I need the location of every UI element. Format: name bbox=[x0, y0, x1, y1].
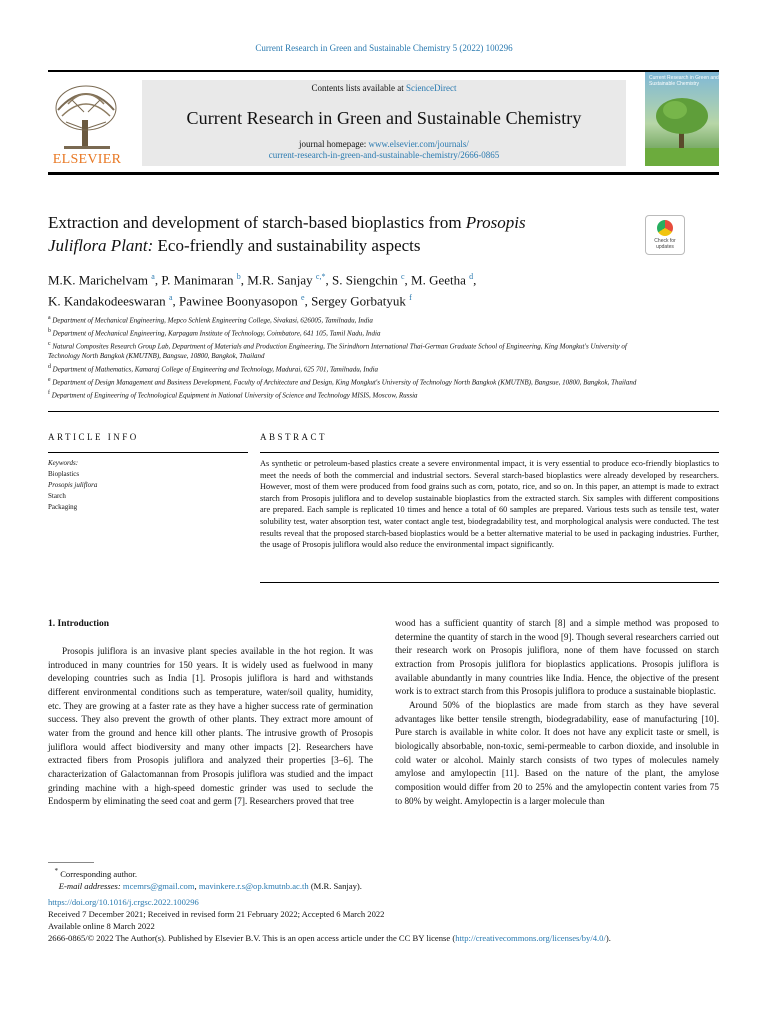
affil-text: Department of Engineering of Technological Equipment in National University of Science and Technology MISIS, Moscow, Russia bbox=[51, 390, 418, 399]
abstract-text: As synthetic or petroleum-based plastics create a severe environmental impact, it is very essential to produce eco-friendly bioplastics to meet the needs of both the commercial and industrial sectors. Several starch-based bioplastics were already developed by researchers. However, most of them were produced from food grains such as corn, potato, rice, and so on. In this paper, an attempt is made to extract starch from Prosopis juliflora and to develop sustainable bioplastics from the extracted starch. Six samples with different compositions are prepared. Each sample is replicated 10 times and hence a total of 60 samples are prepared. Various tests such as tensile test, water solubility test, water absorption test, water contact angle test, biodegradability test, and morphological analysis were conducted. The test results reveal that the proposed starch-based bioplastics would be a better alternative material to be used in packaging industries. Further, the usage of Prosopis juliflora would also reduce the environmental impact significantly. bbox=[260, 459, 719, 550]
email-suffix: (M.R. Sanjay). bbox=[310, 880, 362, 891]
author[interactable]: K. Kandakodeeswaran bbox=[48, 293, 166, 309]
affil-marker: d bbox=[48, 363, 51, 370]
check-for-updates-badge[interactable] bbox=[645, 215, 685, 255]
author[interactable]: Sergey Gorbatyuk bbox=[311, 293, 406, 309]
title-italic1: Prosopis bbox=[465, 213, 526, 232]
keyword: Bioplastics bbox=[48, 470, 80, 478]
tree-icon bbox=[48, 82, 126, 152]
author-affil-link[interactable]: a bbox=[168, 293, 173, 303]
author-affil-link[interactable]: f bbox=[409, 293, 412, 303]
doi-line bbox=[48, 896, 728, 908]
license-prefix: 2666-0865/© 2022 The Author(s). Published by Elsevier B.V. This is an open access article under the CC BY license ( bbox=[48, 932, 456, 943]
author-list: M.K. Marichelvam $^a$, P. Manimaran $^b$, M.R. Sanjay $^{c,*}$, S. Siengchin $^c$, M. Geetha $^d$, K. Kandakodeeswaran $^a$, Pawinee Boonyasopon $^e$, Sergey Gorbatyuk $^f$ bbox=[48, 272, 477, 309]
title-part2: Eco-friendly and sustainability aspects bbox=[153, 236, 421, 255]
left-column bbox=[48, 645, 373, 809]
author[interactable]: P. Manimaran bbox=[161, 272, 234, 288]
intro-paragraph: wood has a sufficient quantity of starch [8] and a simple method was proposed to determine the quantity of starch in the wood [9]. Though several researchers carried out their research work on Prosopis juliflora, none of them have focussed on starch extraction from Prosopis juliflora for bioplastics applications. Prosopis juliflora is available abundantly in many countries like India. Hence, the objective of the present work is to extract starch from this Prosopis juliflora to produce a sustainable bioplastic. bbox=[395, 618, 719, 697]
author-affil-link[interactable]: c bbox=[400, 272, 405, 281]
check-updates-label: Check for updates bbox=[654, 238, 676, 250]
affil-marker: a bbox=[48, 315, 51, 321]
homepage-label: journal homepage: bbox=[299, 139, 369, 149]
divider bbox=[48, 411, 719, 412]
affil-marker: c bbox=[48, 340, 51, 347]
affiliation bbox=[48, 326, 648, 339]
author[interactable]: S. Siengchin bbox=[331, 272, 398, 288]
divider bbox=[260, 582, 719, 583]
article-title bbox=[48, 211, 608, 257]
author-affil-link[interactable]: c,* bbox=[315, 272, 326, 281]
title-italic2: Juliflora Plant: bbox=[48, 236, 154, 255]
divider bbox=[260, 452, 719, 453]
online-line: Available online 8 March 2022 bbox=[48, 920, 155, 931]
author-affil-link[interactable]: d bbox=[469, 272, 474, 281]
journal-banner bbox=[142, 80, 626, 166]
homepage-link-1[interactable]: www.elsevier.com/journals/ bbox=[368, 139, 469, 149]
author[interactable]: M. Geetha bbox=[411, 272, 466, 288]
affil-marker: b bbox=[48, 327, 51, 334]
affiliation bbox=[48, 339, 648, 362]
affil-marker: e bbox=[48, 376, 51, 383]
email-link[interactable]: mcemrs@gmail.com bbox=[122, 880, 195, 891]
email-link[interactable]: mavinkere.r.s@op.kmutnb.ac.th bbox=[198, 880, 309, 891]
license-link[interactable]: http://creativecommons.org/licenses/by/4.0/ bbox=[455, 932, 606, 943]
keyword: Prosopis juliflora bbox=[48, 481, 98, 489]
sciencedirect-link[interactable]: ScienceDirect bbox=[406, 83, 457, 93]
affil-text: Natural Composites Research Group Lab, Department of Materials and Production Engineering, The Sirindhorn International Thai-German Graduate School of Engineering, King Mongkut's University of Technology North Bangkok (KMUTNB), Bangsue, 10800, Bangkok, Thailand bbox=[48, 341, 627, 361]
license-suffix: ). bbox=[605, 932, 611, 943]
title-part1: Extraction and development of starch-based bioplastics from bbox=[48, 213, 466, 232]
corresponding-text: Corresponding author. bbox=[60, 868, 138, 879]
cover-title: Current Research in Green and Sustainable Chemistry bbox=[649, 75, 719, 87]
journal-header bbox=[48, 70, 719, 168]
author-affil-link[interactable]: a bbox=[151, 272, 155, 281]
header-rule bbox=[48, 172, 719, 175]
affil-text: Department of Design Management and Business Development, Faculty of Architecture and Design, King Mongkut's University of Technology North Bangkok (KMUTNB), Bangsue, 10800, Bangkok, Thailand bbox=[52, 378, 637, 387]
right-column bbox=[395, 617, 719, 808]
footnote-email: E-mail addresses: mcemrs@gmail.com, mavinkere.r.s@op.kmutnb.ac.th (M.R. Sanjay). bbox=[58, 880, 362, 891]
keyword: Starch bbox=[48, 492, 66, 500]
author[interactable]: M.K. Marichelvam bbox=[48, 272, 149, 288]
affiliation bbox=[48, 375, 648, 388]
footnotes bbox=[48, 865, 728, 944]
affiliation bbox=[48, 388, 648, 401]
journal-homepage bbox=[142, 139, 626, 161]
contents-line bbox=[142, 83, 626, 93]
keywords-label: Keywords: bbox=[48, 459, 79, 467]
article-info-heading: ARTICLE INFO bbox=[48, 432, 139, 442]
doi-link[interactable]: https://doi.org/10.1016/j.crgsc.2022.100296 bbox=[48, 896, 199, 907]
author-affil-link[interactable]: e bbox=[301, 293, 305, 303]
affil-text: Department of Mechanical Engineering, Mepco Schlenk Engineering College, Sivakasi, 626005, Tamilnadu, India bbox=[52, 316, 373, 325]
license-line bbox=[48, 932, 728, 944]
elsevier-logo[interactable] bbox=[48, 82, 126, 168]
affil-text: Department of Mechanical Engineering, Karpagam Institute of Technology, Coimbatore, 641 105, Tamil Nadu, India bbox=[52, 329, 381, 338]
divider bbox=[48, 452, 248, 453]
footnote-divider bbox=[48, 862, 94, 863]
footnote-corresponding: * Corresponding author. bbox=[54, 867, 138, 879]
crossmark-icon bbox=[657, 220, 673, 236]
author[interactable]: M.R. Sanjay bbox=[247, 272, 313, 288]
keyword: Packaging bbox=[48, 503, 78, 511]
contents-prefix: Contents lists available at bbox=[311, 83, 406, 93]
keywords-block bbox=[48, 458, 97, 513]
abstract-heading: ABSTRACT bbox=[260, 432, 328, 442]
affiliations bbox=[48, 313, 648, 400]
elsevier-wordmark: ELSEVIER bbox=[52, 152, 122, 167]
affiliation bbox=[48, 313, 648, 326]
intro-paragraph: Prosopis juliflora is an invasive plant species available in the hot region. It was introduced in many countries for 150 years. It is widely used as fuelwood in many developing countries such as India [1]. Prosopis juliflora is hard and withstands different environmental conditions such as temperature, water/soil quality, humidity, etc. They are growing at a faster rate as they have a higher success rate of germination success. They also prevent the growth of other plants. They extract more amount of water from the ground and hence kill other plants. The intrusive growth of Prosopis juliflora would affect biodiversity and many other impacts [2]. Researchers have extracted fibers from Prosopis juliflora and analyzed their properties [3–6]. The characterization of Galactomannan from Prosopis juliflora was studied and the impact grinding machine with a high-speed domestic grinder was used to seclude the Endosperm by eliminating the seed coat and germ [7]. Researchers proved that tree bbox=[48, 646, 373, 807]
received-line: Received 7 December 2021; Received in revised form 21 February 2022; Accepted 6 March 2022 bbox=[48, 908, 385, 919]
journal-cover-image[interactable] bbox=[645, 72, 719, 166]
homepage-link-2[interactable]: current-research-in-green-and-sustainable-chemistry/2666-0865 bbox=[268, 150, 500, 160]
affil-marker: f bbox=[48, 389, 50, 396]
author[interactable]: Pawinee Boonyasopon bbox=[179, 293, 298, 309]
affiliation bbox=[48, 362, 648, 375]
author-affil-link[interactable]: b bbox=[236, 272, 241, 281]
section-heading-introduction: 1. Introduction bbox=[48, 619, 110, 629]
journal-title: Current Research in Green and Sustainable Chemistry bbox=[186, 108, 582, 128]
cover-tree-icon bbox=[645, 72, 719, 166]
affil-text: Department of Mathematics, Kamaraj College of Engineering and Technology, Madurai, 625 701, Tamilnadu, India bbox=[52, 365, 379, 374]
email-label: E-mail addresses: bbox=[58, 880, 121, 891]
intro-paragraph: Around 50% of the bioplastics are made from starch as they have several advantages like better tensile strength, biodegradability, ease of manufacturing [10]. Pure starch is available in white color. It does not have any explicit taste or smell, is biologically absorbable, non-toxic, semi-permeable to carbon dioxide, and insoluble in cold water or alcohol. Mainly starch consists of two types of molecules namely amylose and amylopectin [11]. Based on the nature of the plant, the amylose composition would differ from 20 to 25% and the amylopectin content varies from 75 to 80% by weight. Amylopectin is a larger molecule than bbox=[395, 699, 719, 806]
journal-citation-link[interactable]: Current Research in Green and Sustainable Chemistry 5 (2022) 100296 bbox=[255, 43, 513, 53]
